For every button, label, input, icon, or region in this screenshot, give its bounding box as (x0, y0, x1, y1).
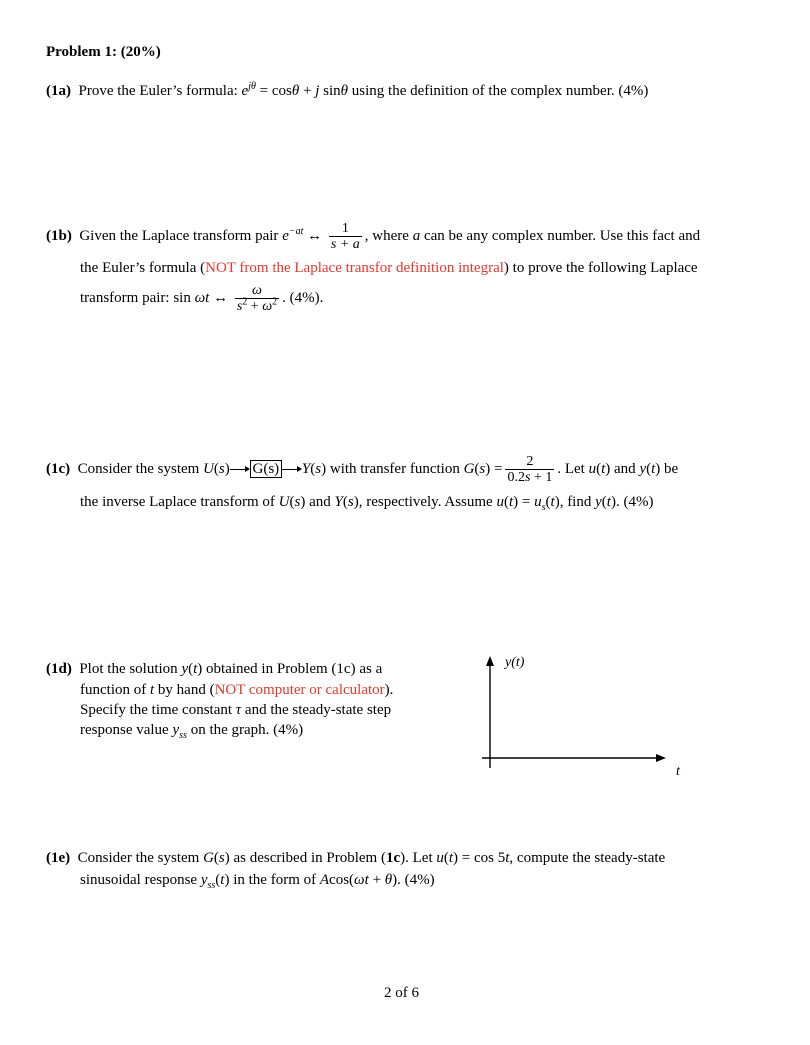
text-1b-l1b: , where (364, 228, 409, 244)
graph-ylabel: y(t) (505, 655, 525, 670)
problem-title: Problem 1: (20%) (46, 44, 161, 60)
text-1b-l3a: transform pair: (80, 290, 170, 306)
problem-1b-line3: transform pair: sin ωt ↔ $\frac{\omega}{s^2 + \omega^2}$ . (4%). (80, 283, 324, 315)
text-1e-l1a: Consider the system (77, 850, 200, 866)
text-1d-l4b: on the graph. (4%) (190, 722, 304, 738)
text-1d-l3b: and the steady-state step (244, 702, 392, 718)
text-1c-l2a: the inverse Laplace transform of (80, 494, 275, 510)
text-1d-l1a: Plot the solution (79, 661, 178, 677)
text-1e-l1c: ). Let (400, 850, 433, 866)
exp-neg-at: $e^{-at}$ (282, 226, 304, 244)
text-1b-l3b: . (4%). (282, 290, 324, 306)
problem-1a: (1a) Prove the Euler’s formula: $e^{j\theta} = \cos\theta + j$ sinθ using the definition of the complex number. (4%) (46, 81, 649, 99)
text-1c-l1d: and (614, 461, 636, 477)
text-1c-l2d: , find (559, 494, 592, 510)
text-1d-l1b: obtained in Problem (1c) as a (206, 661, 383, 677)
frac-G: $\frac{2}{0.2s + 1}$ (507, 454, 553, 486)
text-1c-l1b: with transfer function (329, 461, 460, 477)
text-1c-l2b: and (309, 494, 331, 510)
label-1c: (1c) (46, 461, 71, 477)
text-1e-l2c: . (4%) (397, 872, 435, 888)
text-1e-l1d: , compute the steady-state (509, 850, 666, 866)
text-1d-l2c: ). (384, 682, 394, 698)
text-1b-l1c: can be any complex number. Use this fact and (423, 228, 701, 244)
y-axis-arrow (486, 656, 494, 666)
text-1c-l2c: , respectively. Assume (358, 494, 493, 510)
blank-graph (470, 650, 690, 780)
problem-1b-line2 (80, 258, 698, 278)
text-1b-l1a: Given the Laplace transform pair (79, 228, 279, 244)
text-1d-l3a: Specify the time constant (80, 702, 233, 718)
label-1e: (1e) (46, 850, 71, 866)
text-1e-l2b: in the form of (233, 872, 317, 888)
problem-1d-line4: response value $y_{ss}$ on the graph. (4%) (80, 722, 304, 741)
problem-1b-line1: (1b) Given the Laplace transform pair $e^{-at}$ ↔ $\frac{1}{s + a}$ , where a can be any complex number. Use this fact and (46, 221, 701, 253)
text-1c-l1c: . Let (557, 461, 585, 477)
text-1e-l1b: as described in Problem ( (233, 850, 386, 866)
euler-formula: $e^{j\theta}$ (241, 81, 256, 99)
var-a: a (412, 228, 421, 244)
arrow-out (282, 469, 298, 470)
problem-1d-line3: Specify the time constant τ and the steady-state step (80, 702, 392, 718)
graph-xlabel: t (676, 764, 680, 779)
problem-1d-line2: function of t by hand (NOT computer or calculator). (80, 682, 394, 698)
label-1b: (1b) (46, 228, 72, 244)
label-1d: (1d) (46, 661, 72, 677)
text-1b-l2a: the Euler’s formula ( (80, 260, 206, 276)
block-G: G(s) (250, 460, 283, 478)
text-1c-l1e: be (664, 461, 679, 477)
text-1b-l2b: ) to prove the following Laplace (503, 260, 698, 276)
text-1d-l2-red: NOT computer or calculator (214, 682, 385, 698)
page-number: 2 of 6 (384, 985, 419, 1001)
frac-1-over-s-plus-a: $\frac{1}{s + a}$ (330, 221, 360, 253)
problem-1e-line2: sinusoidal response $y_{ss}(t)$ in the form of Acos(ωt + θ). (4%) (80, 872, 435, 891)
text-1c-l1a: Consider the system (77, 461, 200, 477)
text-1d-l2a: function of (80, 682, 147, 698)
text-1e-ref: 1c (385, 850, 401, 866)
problem-1e-line1: (1e) Consider the system G(s) as described in Problem (1c). Let u(t) = cos 5t, compute the steady-state (46, 850, 666, 866)
problem-1c-line1: (1c) Consider the system U(s) G(s) Y(s) with transfer function G(s) = $\frac{2}{0.2s + 1}$ . Let u(t) and y(t) be (46, 454, 679, 486)
text-1a-after: using the definition of the complex number. (4%) (351, 83, 649, 99)
problem-1d: (1d) Plot the solution y(t) obtained in Problem (1c) as a (46, 661, 383, 677)
label-1a: (1a) (46, 83, 71, 99)
text-1d-l2b: by hand ( (157, 682, 215, 698)
text-1e-l2a: sinusoidal response (80, 872, 198, 888)
arrow-in (230, 469, 246, 470)
frac-omega: $\frac{\omega}{s^2 + \omega^2}$ (236, 283, 278, 315)
text-1c-l2e: . (4%) (615, 494, 654, 510)
x-axis-arrow (656, 754, 666, 762)
problem-1c-line2: the inverse Laplace transform of U(s) and Y(s), respectively. Assume $u(t) = u_s(t)$, find y(t). (4%) (80, 494, 654, 513)
text-1d-l4a: response value (80, 722, 169, 738)
text-1b-l2-red: NOT from the Laplace transfor definition integral (205, 260, 504, 276)
text-1a-before: Prove the Euler’s formula: (78, 83, 238, 99)
